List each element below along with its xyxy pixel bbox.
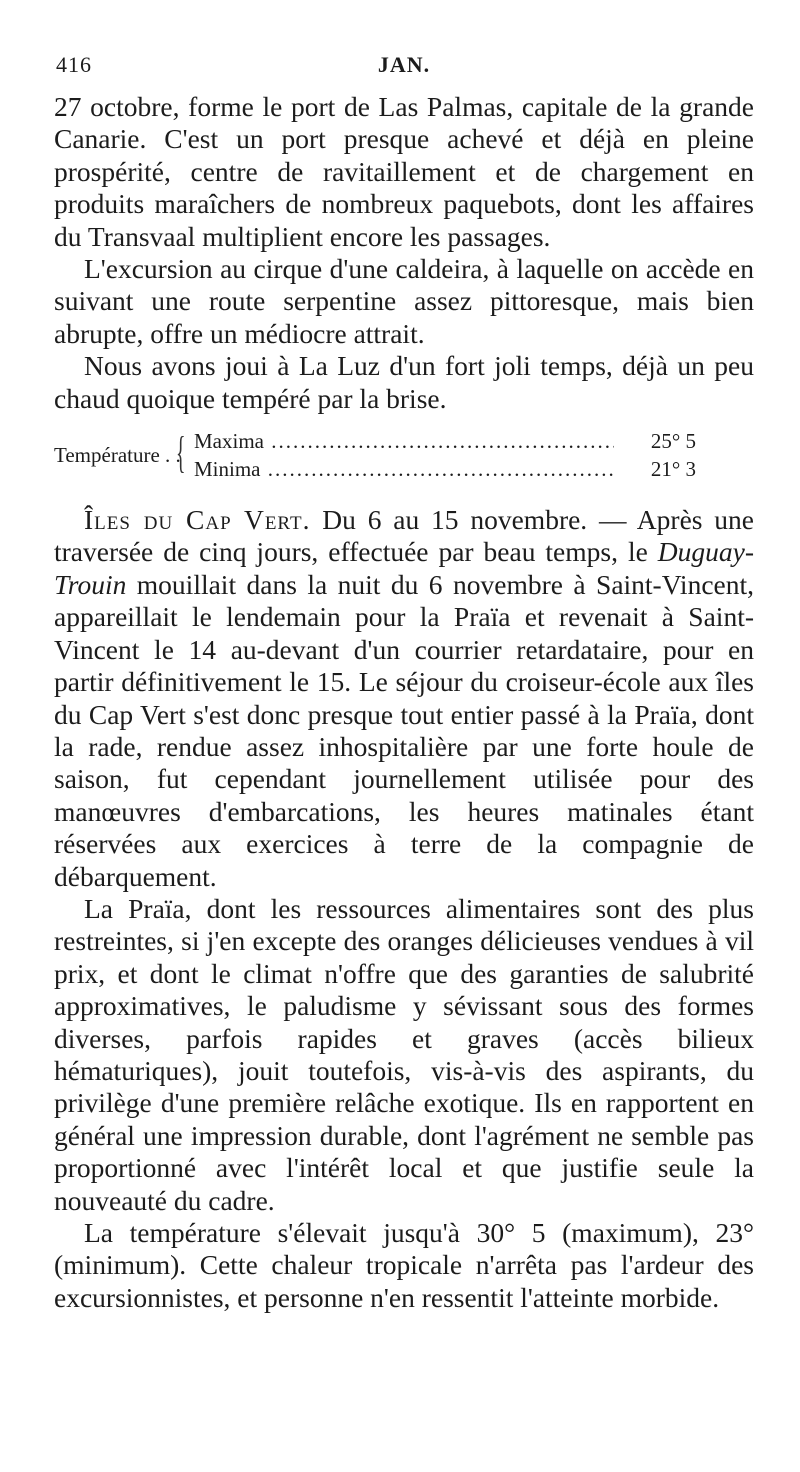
body-text bbox=[54, 91, 754, 1314]
temperature-table bbox=[54, 427, 754, 487]
section-heading: Îles du Cap Vert. bbox=[84, 504, 311, 536]
brace-icon: { bbox=[176, 428, 186, 478]
page-number: 416 bbox=[56, 52, 92, 77]
row-value: 25° 5 bbox=[650, 429, 696, 454]
paragraph-caldeira: L'excursion au cirque d'une caldeira, à laquelle on accède en suivant une route serpentine assez pittoresque, mais bien abrupte, offre un médiocre attrait. bbox=[54, 253, 754, 349]
row-name: Minima ..... bbox=[194, 457, 614, 482]
temperature-row-maxima bbox=[194, 429, 754, 457]
running-head: JAN. bbox=[377, 52, 431, 77]
text-run: Du 6 au 15 novembre. — Après une traversée de cinq jours, effectuée par beau temps, le bbox=[54, 504, 755, 568]
ship-name: Duguay-Trouin bbox=[54, 536, 754, 600]
temperature-row-minima bbox=[194, 457, 754, 485]
page-header bbox=[54, 52, 754, 86]
paragraph-praia: La Praïa, dont les ressources alimentaires sont des plus restreintes, si j'en excepte des oranges délicieuses vendues à vil prix, et dont le climat n'offre que des garanties de salubrité approximatives, le paludisme y sévissant sous des formes diverses, parfois rapides et graves (accès bilieux hématuriques), jouit toutefois, vis-à-vis des aspirants, du privilège d'une première relâche exotique. Ils en rapportent en général une impression durable, dont l'agrément ne semble pas proportionné avec l'intérêt local et que justifie seule la nouveauté du cadre. bbox=[54, 892, 754, 1216]
paragraph-cap-vert bbox=[54, 504, 754, 893]
text-run: mouillait dans la nuit du 6 novembre à Saint-Vincent, appareillait le lendemain pour la Praïa et revenait à Saint-Vincent le 14 au-devant d'un courrier retardataire, pour en partir définitivement le 15. Le séjour du croiseur-école aux îles du Cap Vert s'est donc presque tout entier passé à la Praïa, dont la rade, rendue assez inhospitalière par une forte houle de saison, fut cependant journellement utilisée pour des manœuvres d'embarcations, les heures matinales étant réservées aux exercices à terre de la compagnie de débarquement. bbox=[54, 568, 754, 892]
paragraph-la-luz: Nous avons joui à La Luz d'un fort joli temps, déjà un peu chaud quoique tempéré par la brise. bbox=[54, 350, 754, 414]
paragraph-las-palmas: 27 octobre, forme le port de Las Palmas, capitale de la grande Canarie. C'est un port presque achevé et déjà en pleine prospérité, centre de ravitaillement et de chargement en produits maraîchers de nombreux paquebots, dont les affaires du Transvaal multiplient encore les passages. bbox=[54, 91, 754, 252]
row-name: Maxima ..... bbox=[194, 429, 614, 454]
paragraph-temperature: La température s'élevait jusqu'à 30° 5 (maximum), 23° (minimum). Cette chaleur tropicale n'arrêta pas l'ardeur des excursionnistes, et personne n'en ressentit l'atteinte morbide. bbox=[54, 1217, 754, 1313]
temperature-label: Température . . bbox=[54, 443, 181, 468]
row-value: 21° 3 bbox=[650, 457, 696, 482]
